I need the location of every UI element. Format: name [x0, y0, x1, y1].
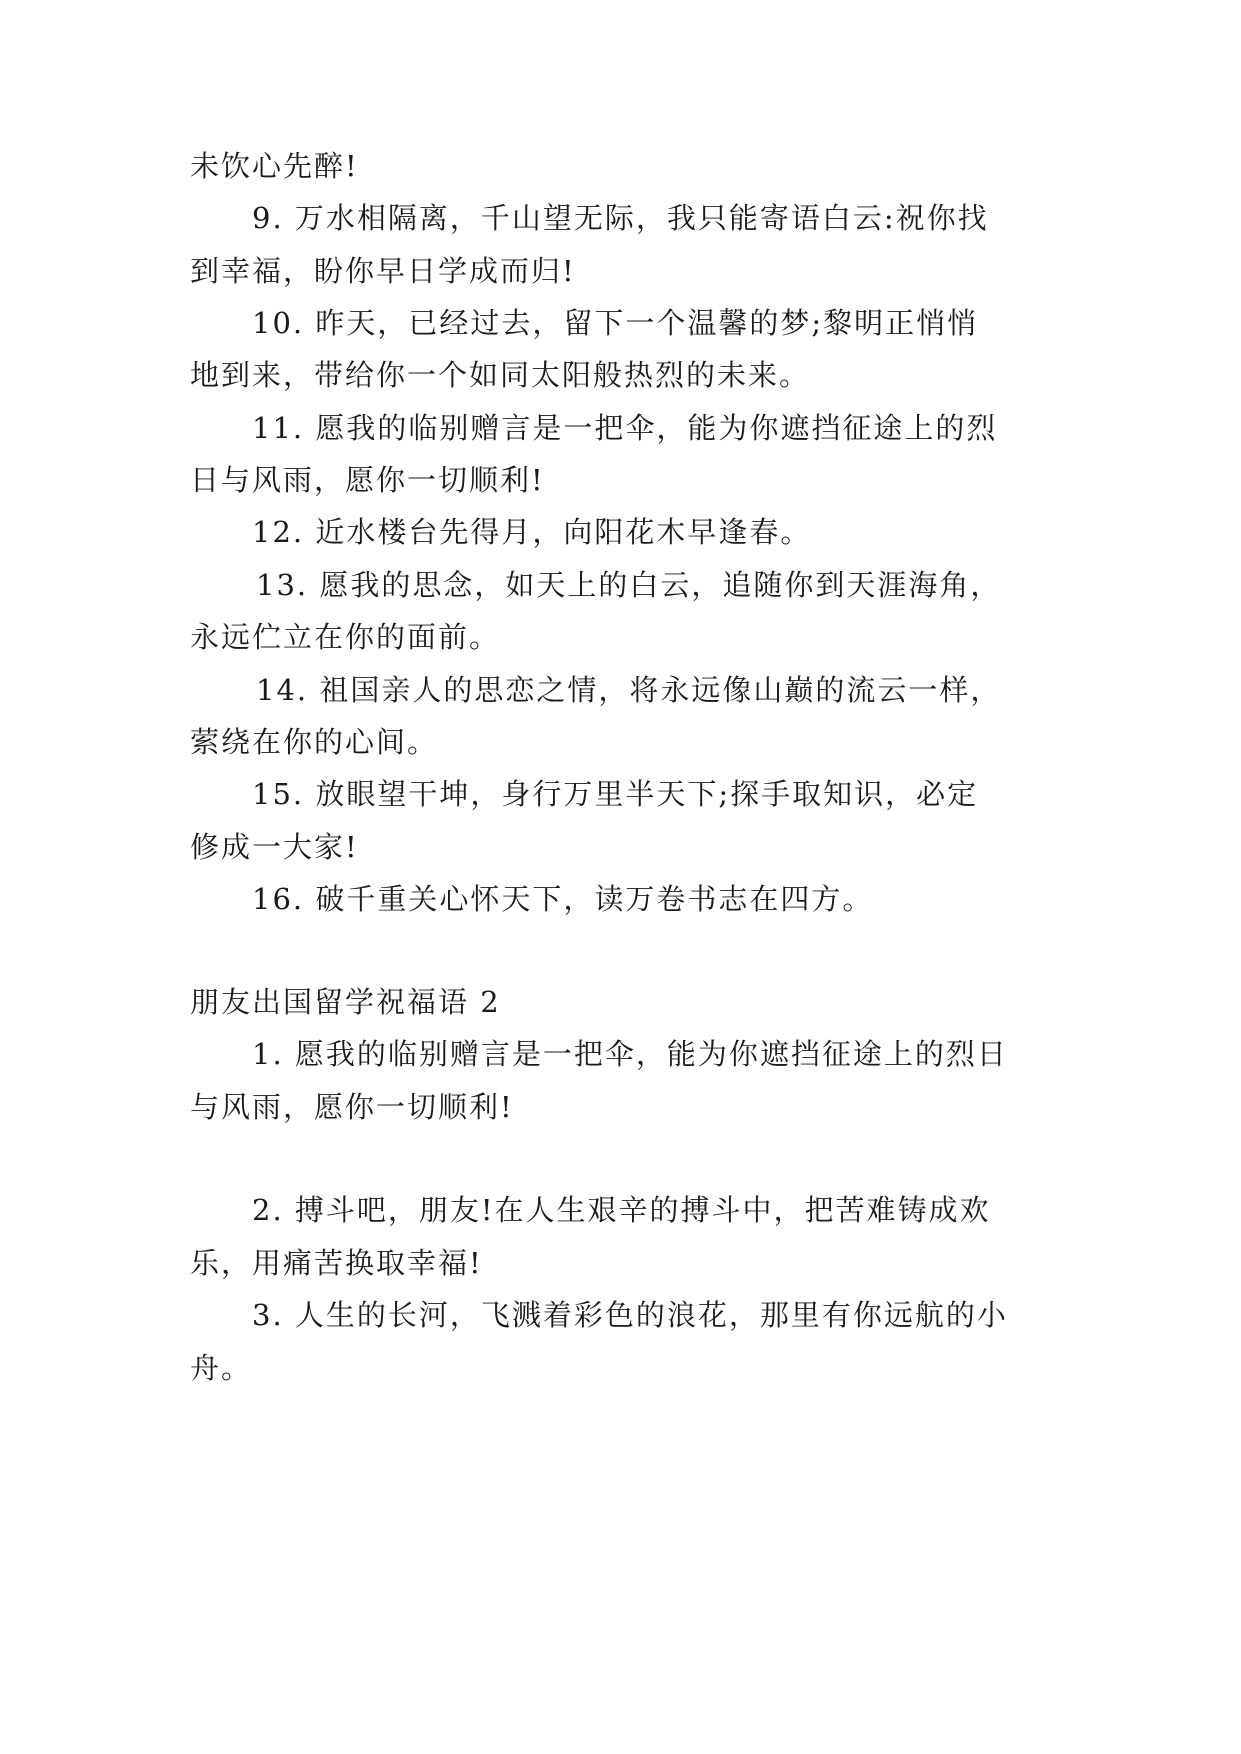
text-line: 与风雨，愿你一切顺利! — [190, 1090, 514, 1124]
text-line: 萦绕在你的心间。 — [190, 725, 439, 759]
list-item-14: 14. 祖国亲人的思恋之情，将永远像山巅的流云一样， — [256, 673, 1002, 707]
text-line: 乐，用痛苦换取幸福! — [190, 1246, 483, 1280]
text-line: 修成一大家! — [190, 830, 359, 864]
text-line: 日与风雨，愿你一切顺利! — [190, 463, 545, 497]
text-line: 永远伫立在你的面前。 — [190, 620, 501, 654]
text-line: 未饮心先醉! — [190, 149, 359, 183]
list-item-11: 11. 愿我的临别赠言是一把伞，能为你遮挡征途上的烈 — [252, 411, 998, 445]
list-item-12: 12. 近水楼台先得月，向阳花木早逢春。 — [252, 515, 812, 549]
list-item-2: 2. 搏斗吧，朋友!在人生艰辛的搏斗中，把苦难铸成欢 — [252, 1193, 991, 1227]
section-heading: 朋友出国留学祝福语 2 — [190, 985, 501, 1019]
list-item-13: 13. 愿我的思念，如天上的白云，追随你到天涯海角， — [256, 568, 1002, 602]
text-line: 地到来，带给你一个如同太阳般热烈的未来。 — [190, 358, 811, 392]
list-item-3: 3. 人生的长河，飞溅着彩色的浪花，那里有你远航的小 — [252, 1298, 1008, 1332]
list-item-1: 1. 愿我的临别赠言是一把伞，能为你遮挡征途上的烈日 — [252, 1037, 1008, 1071]
text-line: 到幸福，盼你早日学成而归! — [190, 254, 576, 288]
list-item-16: 16. 破千重关心怀天下，读万卷书志在四方。 — [252, 882, 874, 916]
list-item-15: 15. 放眼望干坤，身行万里半天下;探手取知识，必定 — [252, 777, 979, 811]
list-item-10: 10. 昨天，已经过去，留下一个温馨的梦;黎明正悄悄 — [252, 306, 979, 340]
text-line: 舟。 — [190, 1351, 253, 1385]
list-item-9: 9. 万水相隔离，千山望无际，我只能寄语白云:祝你找 — [252, 201, 989, 235]
